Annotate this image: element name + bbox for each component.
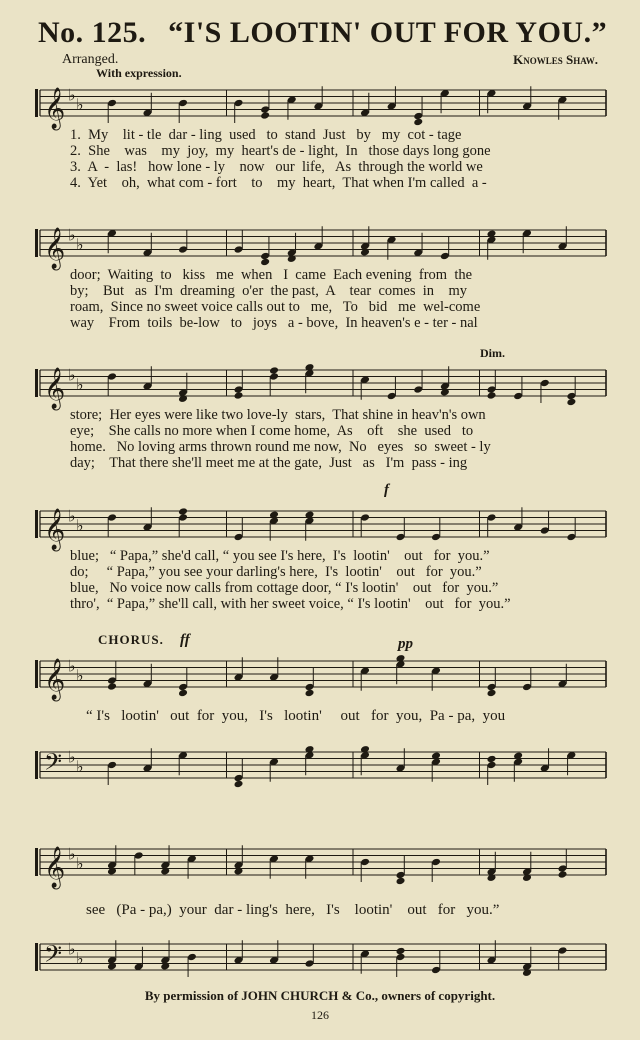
note-head	[305, 689, 315, 698]
flat-sign: ♭	[68, 658, 76, 676]
note-head	[487, 755, 497, 764]
flat-sign: ♭	[76, 668, 84, 686]
chorus-label: CHORUS.	[98, 632, 164, 647]
flat-sign: ♭	[76, 951, 84, 969]
note-head	[396, 947, 406, 956]
flat-sign: ♭	[68, 508, 76, 526]
system-bracket	[35, 510, 38, 538]
system-bracket	[35, 369, 38, 397]
lyric-line: 2. She was my joy, my heart's de - light, In those days long gone	[70, 143, 491, 159]
bass-clef: 𝄢	[44, 748, 63, 781]
chorus-bass-1	[0, 738, 640, 798]
flat-sign: ♭	[76, 518, 84, 536]
treble-clef: 𝄞	[44, 368, 66, 409]
flat-sign: ♭	[68, 749, 76, 767]
lyric-line: do; “ Papa,” you see your darling's here, I's lootin' out for you.”	[70, 564, 482, 580]
system-bracket	[35, 89, 38, 117]
lyric-line: roam, Since no sweet voice calls out to me, To bid me wel-come	[70, 299, 481, 315]
chorus-lyrics-2	[86, 902, 626, 918]
note-head	[487, 391, 497, 400]
system-bracket	[35, 229, 38, 257]
lyric-line: see (Pa - pa,) your dar - ling's here, I's lootin' out for you.”	[86, 902, 500, 918]
flat-sign: ♭	[68, 846, 76, 864]
flat-sign: ♭	[68, 87, 76, 105]
note-head	[178, 507, 188, 516]
lyric-line: store; Her eyes were like two love-ly stars, That shine in heav'n's own	[70, 407, 486, 423]
lyric-line: day; That there she'll meet me at the gate, Just as I'm pass - ing	[70, 455, 468, 471]
hymn-title-line	[38, 16, 618, 50]
lyric-line: 3. A - las! how lone - ly now our life, As through the world we	[70, 159, 483, 175]
expression-marking: With expression.	[96, 66, 182, 80]
note-head	[260, 258, 270, 267]
arranged-credit: Arranged.	[62, 52, 119, 67]
hymn-number: No. 125.	[38, 16, 147, 49]
lyrics-block-2	[70, 267, 610, 331]
note-head	[107, 682, 117, 691]
note-head	[566, 398, 576, 407]
system-bracket	[35, 660, 38, 688]
note-head	[269, 366, 279, 375]
chorus-lyrics-1	[86, 708, 626, 724]
note-head	[234, 391, 244, 400]
lyric-line: door; Waiting to kiss me when I came Each evening from the	[70, 267, 473, 283]
flat-sign: ♭	[76, 97, 84, 115]
note-head	[558, 870, 568, 879]
lyric-line: blue, No voice now calls from cottage door, “ I's lootin' out for you.”	[70, 580, 499, 596]
treble-clef: 𝄞	[44, 509, 66, 550]
system-bracket	[35, 751, 38, 779]
chorus-bass-2	[0, 930, 640, 990]
flat-sign: ♭	[68, 367, 76, 385]
lyric-line: 1. My lit - tle dar - ling used to stand Just by my cot - tage	[70, 127, 462, 143]
lyric-line: by; But as I'm dreaming o'er the past, A tear comes in my	[70, 283, 468, 299]
lyric-line: blue; “ Papa,” she'd call, “ you see I's here, I's lootin' out for you.”	[70, 548, 490, 564]
lyrics-block-3	[70, 407, 610, 471]
lyric-line: eye; She calls no more when I come home, As oft she used to	[70, 423, 474, 439]
pianissimo-marking: pp	[398, 636, 413, 652]
note-head	[260, 111, 270, 120]
copyright-footer: By permission of JOHN CHURCH & Co., owners of copyright.	[144, 988, 496, 1003]
lyric-line: thro', “ Papa,” she'll call, with her sweet voice, “ I's lootin' out for you.”	[70, 596, 511, 612]
treble-clef: 𝄞	[44, 847, 66, 888]
note-head	[487, 689, 497, 698]
treble-clef: 𝄞	[44, 228, 66, 269]
bass-clef: 𝄢	[44, 940, 63, 973]
treble-clef: 𝄞	[44, 659, 66, 700]
note-head	[413, 118, 423, 127]
hymn-title: “I'S LOOTIN' OUT FOR YOU.”	[168, 16, 608, 49]
lyrics-block-1	[70, 127, 610, 191]
flat-sign: ♭	[76, 759, 84, 777]
dim-marking: Dim.	[480, 346, 505, 360]
lyrics-block-4	[70, 548, 610, 612]
chorus-treble-1	[0, 647, 640, 707]
flat-sign: ♭	[76, 237, 84, 255]
flat-sign: ♭	[76, 856, 84, 874]
forte-marking: f	[384, 482, 389, 498]
system-bracket	[35, 943, 38, 971]
note-head	[178, 689, 188, 698]
flat-sign: ♭	[68, 227, 76, 245]
composer-credit: Knowles Shaw.	[513, 52, 598, 67]
chorus-treble-2	[0, 835, 640, 895]
lyric-line: 4. Yet oh, what com - fort to my heart, That when I'm called a -	[70, 175, 487, 191]
flat-sign: ♭	[68, 941, 76, 959]
page-number: 126	[311, 1008, 329, 1022]
note-head	[396, 877, 406, 886]
lyric-line: home. No loving arms thrown round me now, No eyes so sweet - ly	[70, 439, 491, 455]
flat-sign: ♭	[76, 377, 84, 395]
lyric-line: “ I's lootin' out for you, I's lootin' out for you, Pa - pa, you	[86, 708, 506, 724]
treble-clef: 𝄞	[44, 88, 66, 129]
lyric-line: way From toils be-low to joys a - bove, In heaven's e - ter - nal	[70, 315, 478, 331]
note-head	[234, 780, 244, 789]
fortissimo-marking: ff	[180, 632, 190, 648]
system-bracket	[35, 848, 38, 876]
